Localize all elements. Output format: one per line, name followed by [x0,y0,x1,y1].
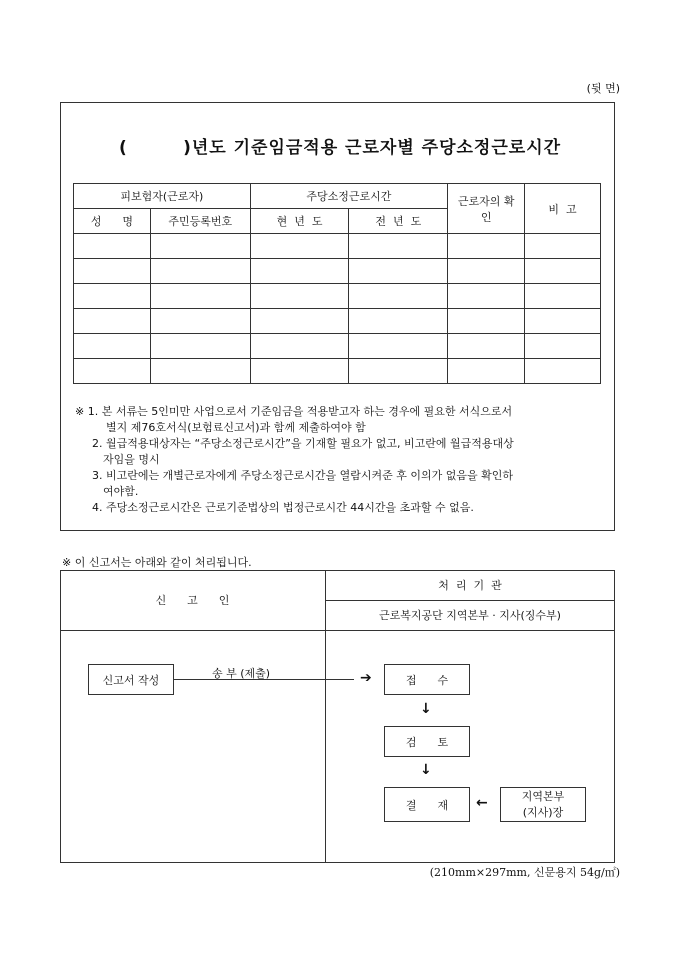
send-label: 송 부 (제출) [212,667,271,680]
worker-hours-table [73,183,601,384]
cell[interactable] [349,259,448,284]
cell[interactable] [349,359,448,384]
header-name: 성 명 [74,209,151,234]
arrow-left-icon: ← [476,795,488,811]
cell[interactable] [150,234,250,259]
approve-box: 결 재 [384,787,470,822]
cell[interactable] [250,234,349,259]
cell[interactable] [448,309,525,334]
cell[interactable] [74,334,151,359]
form-title: ( )년도 기준임금적용 근로자별 주당소정근로시간 [118,138,562,158]
table-row [74,259,601,284]
header-insured: 피보험자(근로자) [74,184,251,209]
review-box: 검 토 [384,726,470,757]
page-side-label: (뒷 면) [586,82,620,95]
note-2: 2. 월급적용대상자는 “주당소정근로시간”을 기재할 필요가 없고, 비고란에 월급적용대상 [92,437,514,450]
cell[interactable] [150,359,250,384]
cell[interactable] [448,334,525,359]
header-worker-confirm: 근로자의 확인 [448,184,525,234]
header-weekly-hours: 주당소정근로시간 [250,184,448,209]
table-row [74,284,601,309]
paper-spec: (210mm×297mm, 신문용지 54g/㎡) [429,866,620,879]
cell[interactable] [525,359,601,384]
cell[interactable] [250,284,349,309]
table-row [74,334,601,359]
cell[interactable] [349,309,448,334]
process-caption: ※ 이 신고서는 아래와 같이 처리됩니다. [62,556,252,569]
cell[interactable] [250,259,349,284]
cell[interactable] [448,284,525,309]
header-resident-number: 주민등록번호 [150,209,250,234]
arrow-down-icon: ↓ [420,762,432,778]
cell[interactable] [525,284,601,309]
table-row [74,309,601,334]
arrow-down-icon: ↓ [420,701,432,717]
cell[interactable] [74,359,151,384]
cell[interactable] [150,309,250,334]
cell[interactable] [74,234,151,259]
write-report-box: 신고서 작성 [88,664,174,695]
header-remarks: 비 고 [525,184,601,234]
applicant-header: 신 고 인 [155,594,230,607]
regional-head-box [500,787,586,822]
header-current-year: 현 년 도 [250,209,349,234]
table-row [74,234,601,259]
receive-box: 접 수 [384,664,470,695]
cell[interactable] [150,259,250,284]
cell[interactable] [250,359,349,384]
divider [60,630,615,631]
cell[interactable] [525,334,601,359]
note-2-cont: 자임을 명시 [103,453,160,466]
cell[interactable] [525,234,601,259]
cell[interactable] [150,334,250,359]
processor-header: 처 리 기 관 [438,579,502,592]
cell[interactable] [250,334,349,359]
cell[interactable] [525,259,601,284]
note-3: 3. 비고란에는 개별근로자에게 주당소정근로시간을 열람시켜준 후 이의가 없음을 확인하 [92,469,514,482]
cell[interactable] [250,309,349,334]
note-3-cont: 여야함. [103,485,139,498]
regional-head-line1: 지역본부 [521,790,565,803]
header-previous-year: 전 년 도 [349,209,448,234]
note-1-cont: 별지 제76호서식(보험료신고서)과 함께 제출하여야 함 [106,421,366,434]
cell[interactable] [448,234,525,259]
arrow-right-icon: ➔ [360,670,372,686]
table-row [74,359,601,384]
cell[interactable] [349,334,448,359]
cell[interactable] [525,309,601,334]
cell[interactable] [74,284,151,309]
note-4: 4. 주당소정근로시간은 근로기준법상의 법정근로시간 44시간을 초과할 수 없음. [92,501,474,514]
cell[interactable] [349,234,448,259]
regional-head-line2: (지사)장 [522,806,564,819]
cell[interactable] [74,259,151,284]
processor-org: 근로복지공단 지역본부 · 지사(징수부) [379,609,561,622]
cell[interactable] [74,309,151,334]
cell[interactable] [349,284,448,309]
cell[interactable] [448,259,525,284]
cell[interactable] [150,284,250,309]
cell[interactable] [448,359,525,384]
note-1: ※ 1. 본 서류는 5인미만 사업으로서 기준임금을 적용받고자 하는 경우에 필요한 서식으로서 [75,405,513,418]
